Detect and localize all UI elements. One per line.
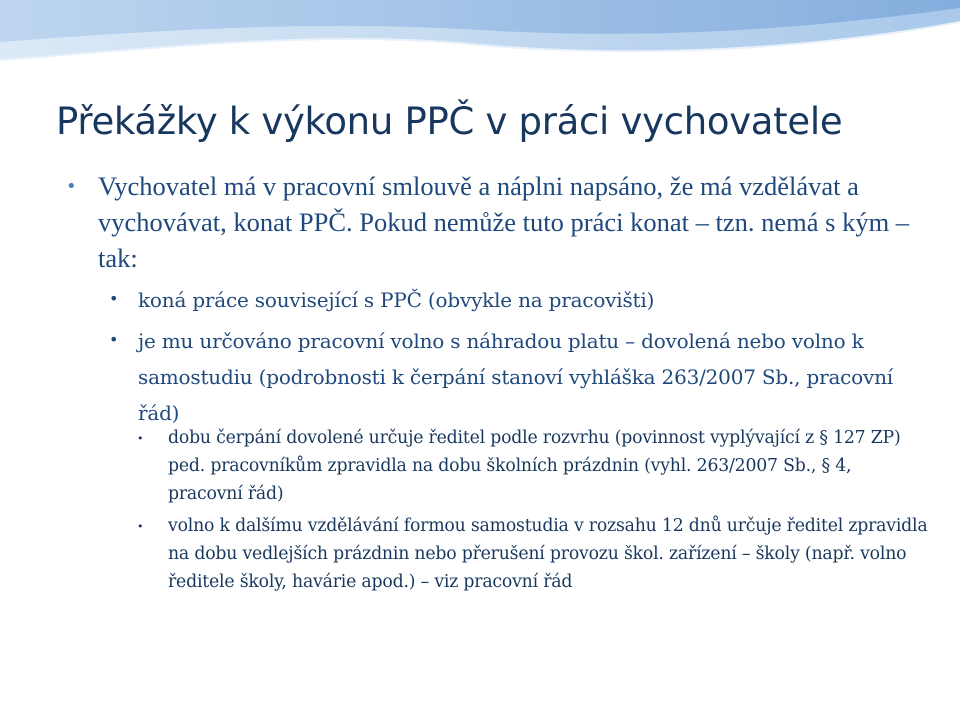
level2-item: je mu určováno pracovní volno s náhradou platu – dovolená nebo volno k samostudiu (podrobnosti k čerpání stanoví vyhláška 263/2007 Sb., pracovní řád) (138, 329, 893, 425)
bullet-icon: • (109, 289, 119, 308)
bullet-icon: • (137, 432, 144, 445)
bullet-icon: • (109, 330, 119, 349)
level1-text: Vychovatel má v pracovní smlouvě a náplni napsáno, že má vzdělávat a vychovávat, konat PPČ. Pokud nemůže tuto práci konat – tzn. nemá s kým – tak: (98, 171, 910, 273)
level2-item: koná práce související s PPČ (obvykle na pracovišti) (138, 288, 655, 312)
bullet-icon: • (137, 520, 144, 533)
bullet-icon: • (66, 176, 77, 197)
level3-item: volno k dalšímu vzdělávání formou samostudia v rozsahu 12 dnů určuje ředitel zpravidla na dobu vedlejších prázdnin nebo přerušení provozu škol. zařízení – školy (např. volno ředitele školy, havárie apod.) – viz pracovní řád (168, 516, 928, 592)
header-wave-decoration (0, 0, 960, 70)
slide-title: Překážky k výkonu PPČ v práci vychovatele (56, 100, 843, 143)
level3-item: dobu čerpání dovolené určuje ředitel podle rozvrhu (povinnost vyplývající z § 127 ZP) ped. pracovníkům zpravidla na dobu školních prázdnin (vyhl. 263/2007 Sb., § 4, pracovní řád) (168, 428, 901, 504)
